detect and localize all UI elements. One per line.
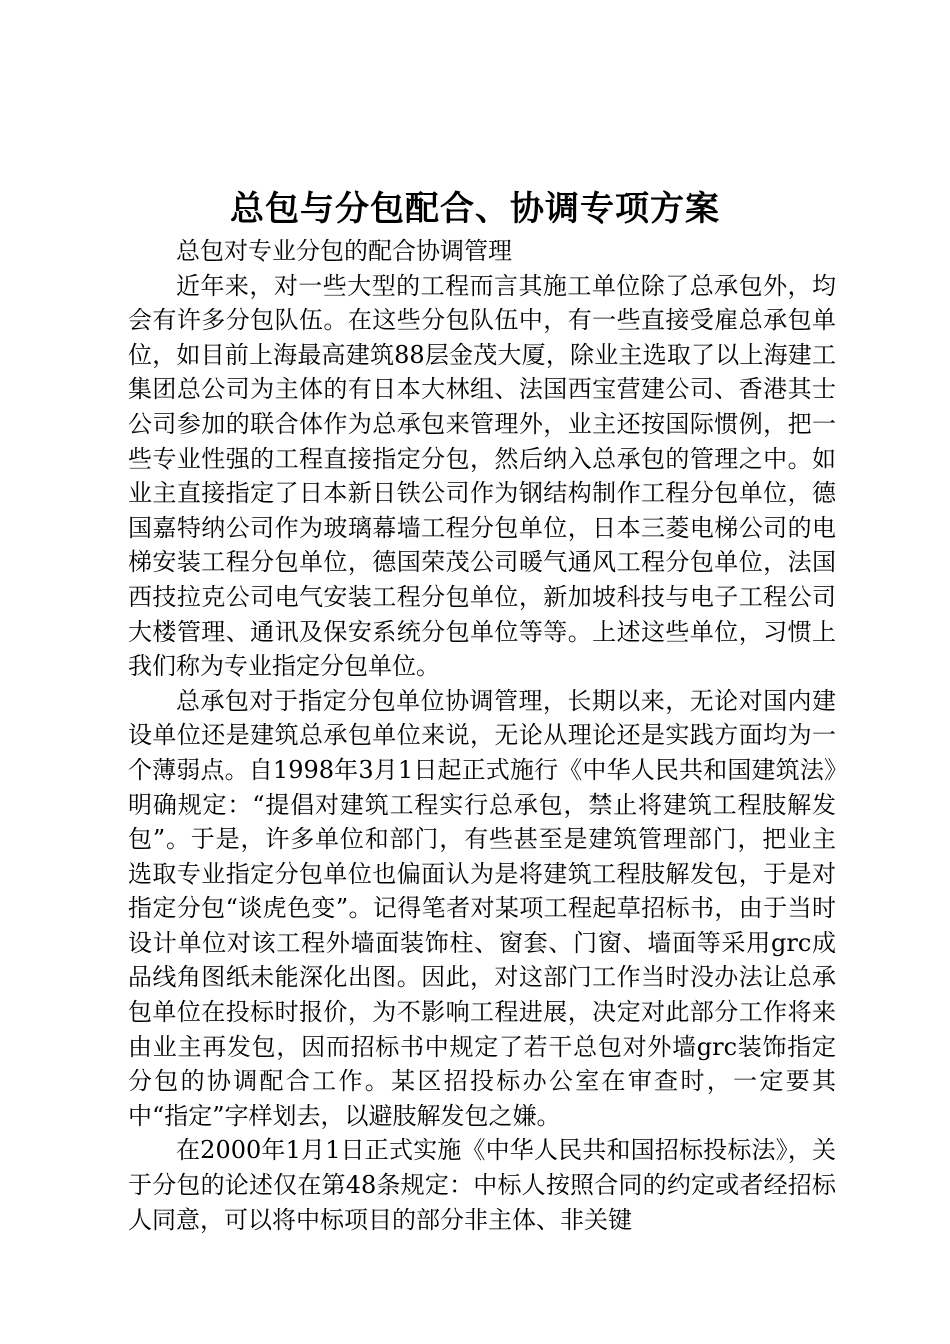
body-paragraph: 总承包对于指定分包单位协调管理，长期以来，无论对国内建设单位还是建筑总承包单位来说，无论从理论还是实践方面均为一个薄弱点。自1998年3月1日起正式施行《中华人民共和国建筑法》明确规定：“提倡对建筑工程实行总承包，禁止将建筑工程肢解发包”。于是，许多单位和部门，有些甚至是建筑管理部门，把业主选取专业指定分包单位也偏面认为是将建筑工程肢解发包，于是对指定分包“谈虎色变”。记得笔者对某项工程起草招标书，由于当时设计单位对该工程外墙面装饰柱、窗套、门窗、墙面等采用grc成品线角图纸未能深化出图。因此，对这部门工作当时没办法让总承包单位在投标时报价，为不影响工程进展，决定对此部分工作将来由业主再发包，因而招标书中规定了若干总包对外墙grc装饰指定分包的协调配合工作。某区招投标办公室在审查时，一定要其中“指定”字样划去，以避肢解发包之嫌。 [128, 686, 836, 1130]
document-title: 总包与分包配合、协调专项方案 [230, 189, 720, 229]
body-paragraph: 在2000年1月1日正式实施《中华人民共和国招标投标法》，关于分包的论述仅在第48条规定：中标人按照合同的约定或者经招标人同意，可以将中标项目的部分非主体、非关键 [128, 1136, 836, 1234]
body-paragraph: 近年来，对一些大型的工程而言其施工单位除了总承包外，均会有许多分包队伍。在这些分包队伍中，有一些直接受雇总承包单位，如目前上海最高建筑88层金茂大厦，除业主选取了以上海建工集团总公司为主体的有日本大林组、法国西宝营建公司、香港其士公司参加的联合体作为总承包来管理外，业主还按国际惯例，把一些专业性强的工程直接指定分包，然后纳入总承包的管理之中。如业主直接指定了日本新日铁公司作为钢结构制作工程分包单位，德国嘉特纳公司作为玻璃幕墙工程分包单位，日本三菱电梯公司的电梯安装工程分包单位，德国荣茂公司暖气通风工程分包单位，法国西技拉克公司电气安装工程分包单位，新加坡科技与电子工程公司大楼管理、通讯及保安系统分包单位等等。上述这些单位，习惯上我们称为专业指定分包单位。 [128, 271, 836, 681]
document-body [128, 234, 836, 1237]
section-heading: 总包对专业分包的配合协调管理 [176, 237, 512, 265]
